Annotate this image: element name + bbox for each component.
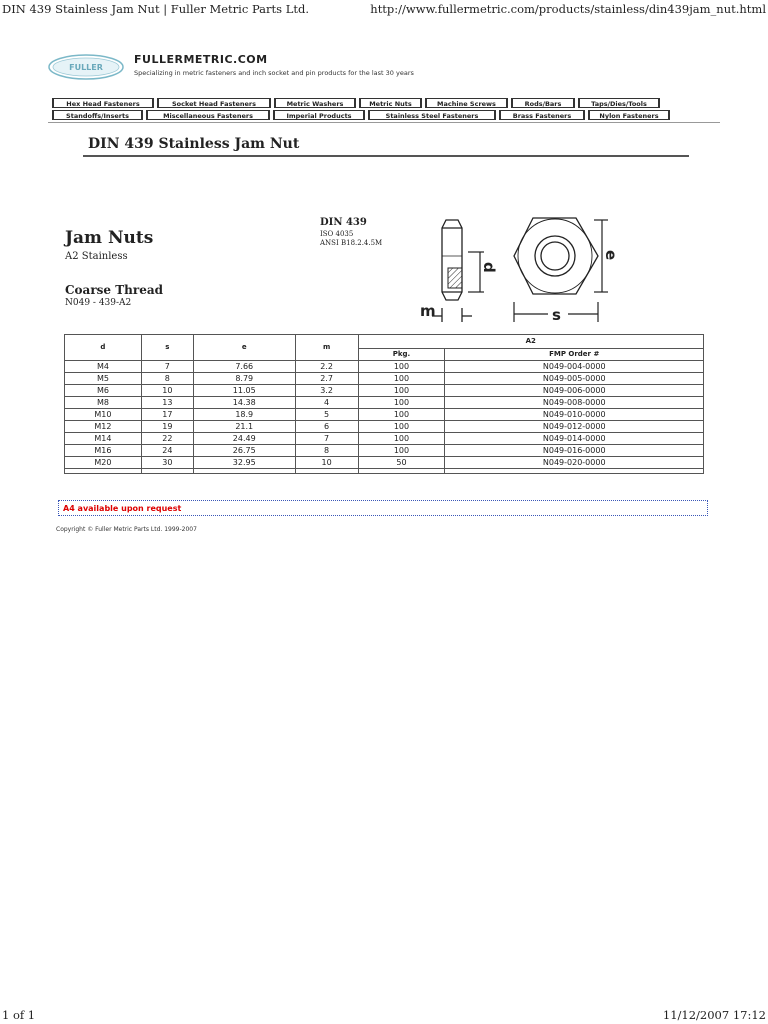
- table-row: [65, 397, 704, 409]
- cell-d: M16: [65, 445, 142, 457]
- product-material: A2 Stainless: [65, 251, 128, 262]
- site-tagline: Specializing in metric fasteners and inch socket and pin products for the last 30 years: [134, 69, 414, 77]
- table-row: [65, 457, 704, 469]
- cell-e: 7.66: [193, 361, 295, 373]
- nav-miscellaneous-fasteners[interactable]: Miscellaneous Fasteners: [146, 110, 270, 120]
- cell-pkg: 100: [358, 433, 445, 445]
- cell-m: 4: [295, 397, 358, 409]
- table-row: [65, 385, 704, 397]
- cell-s: 24: [141, 445, 193, 457]
- cell-d: M5: [65, 373, 142, 385]
- cell-s: 10: [141, 385, 193, 397]
- cell-m: 3.2: [295, 385, 358, 397]
- nav-brass-fasteners[interactable]: Brass Fasteners: [499, 110, 585, 120]
- cell-pkg: 100: [358, 373, 445, 385]
- nav-taps-dies-tools[interactable]: Taps/Dies/Tools: [578, 98, 660, 108]
- specification-table: [64, 334, 704, 474]
- cell-m: 2.2: [295, 361, 358, 373]
- header-m: m: [295, 335, 358, 361]
- cell-pkg: 100: [358, 385, 445, 397]
- standard-iso: ISO 4035: [320, 230, 354, 238]
- header-order: FMP Order #: [445, 349, 704, 361]
- site-brand[interactable]: FULLERMETRIC.COM: [134, 53, 268, 66]
- availability-notice: [58, 500, 708, 516]
- cell-pkg: 50: [358, 457, 445, 469]
- cell-e: 8.79: [193, 373, 295, 385]
- cell-s: 30: [141, 457, 193, 469]
- cell-s: 13: [141, 397, 193, 409]
- cell-m: 7: [295, 433, 358, 445]
- cell-m: 6: [295, 421, 358, 433]
- cell-order: N049-014-0000: [445, 433, 704, 445]
- cell-s: 8: [141, 373, 193, 385]
- cell-d: M20: [65, 457, 142, 469]
- nav-socket-head-fasteners[interactable]: Socket Head Fasteners: [157, 98, 271, 108]
- copyright: Copyright © Fuller Metric Parts Ltd. 1999-2007: [56, 526, 197, 533]
- cell-m: 5: [295, 409, 358, 421]
- cell-d: M10: [65, 409, 142, 421]
- fuller-logo[interactable]: [47, 53, 125, 81]
- table-row: [65, 361, 704, 373]
- nav-nylon-fasteners[interactable]: Nylon Fasteners: [588, 110, 670, 120]
- nav-metric-nuts[interactable]: Metric Nuts: [359, 98, 422, 108]
- nav-imperial-products[interactable]: Imperial Products: [273, 110, 365, 120]
- cell-d: M4: [65, 361, 142, 373]
- nav-divider: [48, 122, 720, 123]
- cell-d: M8: [65, 397, 142, 409]
- nav-machine-screws[interactable]: Machine Screws: [425, 98, 508, 108]
- standard-din: DIN 439: [320, 217, 367, 228]
- header-pkg: Pkg.: [358, 349, 445, 361]
- table-row: [65, 373, 704, 385]
- nav-standoffs-inserts[interactable]: Standoffs/Inserts: [52, 110, 143, 120]
- cell-order: N049-016-0000: [445, 445, 704, 457]
- dim-s-label: s: [552, 306, 561, 324]
- cell-d: M14: [65, 433, 142, 445]
- header-s: s: [141, 335, 193, 361]
- cell-e: 26.75: [193, 445, 295, 457]
- nav-metric-washers[interactable]: Metric Washers: [274, 98, 356, 108]
- cell-s: 17: [141, 409, 193, 421]
- cell-d: M12: [65, 421, 142, 433]
- cell-m: 10: [295, 457, 358, 469]
- cell-d: M6: [65, 385, 142, 397]
- cell-s: 19: [141, 421, 193, 433]
- print-footer-page: 1 of 1: [2, 1008, 36, 1022]
- table-row-empty: [65, 469, 704, 474]
- cell-e: 11.05: [193, 385, 295, 397]
- print-header-title: DIN 439 Stainless Jam Nut | Fuller Metric Parts Ltd.: [2, 2, 309, 16]
- cell-e: 18.9: [193, 409, 295, 421]
- cell-e: 24.49: [193, 433, 295, 445]
- table-row: [65, 421, 704, 433]
- cell-s: 7: [141, 361, 193, 373]
- cell-pkg: 100: [358, 445, 445, 457]
- page-title: DIN 439 Stainless Jam Nut: [88, 136, 300, 152]
- thread-type: Coarse Thread: [65, 283, 163, 297]
- cell-m: 2.7: [295, 373, 358, 385]
- dim-d-label: d: [480, 262, 498, 273]
- top-view: [514, 218, 598, 294]
- table-row: [65, 445, 704, 457]
- cell-pkg: 100: [358, 421, 445, 433]
- header-group-a2: A2: [358, 335, 703, 349]
- cell-pkg: 100: [358, 409, 445, 421]
- cell-order: N049-006-0000: [445, 385, 704, 397]
- jam-nut-drawing: [418, 212, 618, 324]
- title-rule: [83, 155, 689, 157]
- nav-rods-bars[interactable]: Rods/Bars: [511, 98, 575, 108]
- cell-pkg: 100: [358, 361, 445, 373]
- nav-stainless-steel-fasteners[interactable]: Stainless Steel Fasteners: [368, 110, 496, 120]
- notice-text: A4 available upon request: [63, 504, 182, 513]
- product-title: Jam Nuts: [65, 228, 154, 248]
- nav-row-2: [52, 110, 670, 120]
- cell-order: N049-005-0000: [445, 373, 704, 385]
- print-header-url: http://www.fullermetric.com/products/stainless/din439jam_nut.html: [370, 2, 766, 16]
- header-e: e: [193, 335, 295, 361]
- part-number-prefix: N049 - 439-A2: [65, 298, 132, 308]
- cell-order: N049-020-0000: [445, 457, 704, 469]
- cell-m: 8: [295, 445, 358, 457]
- cell-order: N049-004-0000: [445, 361, 704, 373]
- nav-hex-head-fasteners[interactable]: Hex Head Fasteners: [52, 98, 154, 108]
- print-footer-datetime: 11/12/2007 17:12: [662, 1008, 766, 1022]
- table-row: [65, 409, 704, 421]
- cell-order: N049-008-0000: [445, 397, 704, 409]
- dim-m-label: m: [420, 302, 436, 320]
- cell-e: 14.38: [193, 397, 295, 409]
- logo-text: FULLER: [69, 63, 103, 72]
- cell-s: 22: [141, 433, 193, 445]
- cell-order: N049-010-0000: [445, 409, 704, 421]
- header-d: d: [65, 335, 142, 361]
- side-view: [432, 220, 472, 322]
- cell-order: N049-012-0000: [445, 421, 704, 433]
- dim-e-label: e: [602, 250, 620, 261]
- cell-pkg: 100: [358, 397, 445, 409]
- cell-e: 32.95: [193, 457, 295, 469]
- nav-row-1: [52, 98, 660, 108]
- cell-e: 21.1: [193, 421, 295, 433]
- table-row: [65, 433, 704, 445]
- standard-ansi: ANSI B18.2.4.5M: [320, 239, 383, 247]
